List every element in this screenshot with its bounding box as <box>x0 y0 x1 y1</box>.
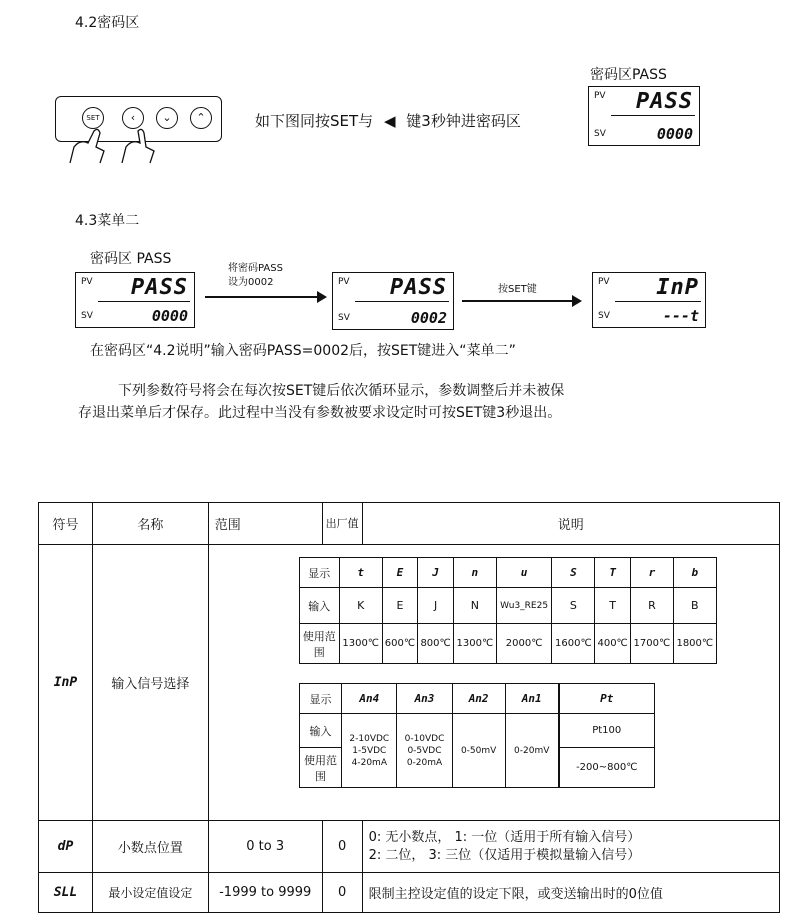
desc-sll: 限制主控设定值的设定下限，或变送输出时的0位值 <box>362 873 779 913</box>
an-row-label: 显示 <box>299 684 341 714</box>
tc-input: S <box>552 588 595 624</box>
default-sll: 0 <box>322 873 362 913</box>
header-desc: 说明 <box>362 503 779 545</box>
tc-range: 1600℃ <box>552 624 595 664</box>
tc-display: b <box>673 558 716 588</box>
tc-range: 1800℃ <box>673 624 716 664</box>
tc-range-row <box>299 624 716 664</box>
pv-label: PV <box>598 277 610 287</box>
lcd-step3 <box>592 272 706 328</box>
chevron-left-icon: ‹ <box>130 111 136 124</box>
sv-label: SV <box>338 313 350 323</box>
tc-range: 600℃ <box>382 624 418 664</box>
an-col2-value: 0-5VDC <box>407 745 442 756</box>
sv-label: SV <box>598 311 610 321</box>
up-key[interactable] <box>190 107 212 129</box>
tc-input-row <box>299 588 716 624</box>
name-inp: 输入信号选择 <box>92 545 208 821</box>
desc-dp-line2: 2: 二位， 3: 三位（仅适用于模拟量输入信号） <box>368 847 641 863</box>
flow-arrow-1 <box>205 296 325 298</box>
chevron-down-icon: ⌄ <box>162 111 172 124</box>
tc-display: t <box>339 558 382 588</box>
tc-range: 1300℃ <box>339 624 382 664</box>
sv-label: SV <box>81 311 93 321</box>
an-col4: 0-20mV <box>505 714 558 788</box>
header-symbol: 符号 <box>39 503 93 545</box>
flow-arrow-2 <box>462 300 580 302</box>
pt-table <box>559 683 655 788</box>
pt-range-row <box>559 748 654 788</box>
tc-range: 2000℃ <box>496 624 552 664</box>
lcd-divider <box>615 301 701 302</box>
header-name: 名称 <box>92 503 208 545</box>
pv-label: PV <box>594 91 606 101</box>
inp-detail-cell <box>208 545 779 821</box>
desc-dp <box>362 821 779 873</box>
tc-display: S <box>552 558 595 588</box>
sv-value: 0000 <box>151 307 188 325</box>
instruction-post: 键3秒钟进密码区 <box>406 112 521 130</box>
an-display: An1 <box>505 684 558 714</box>
step1-label <box>228 262 283 290</box>
tc-input: N <box>453 588 496 624</box>
tc-range: 1300℃ <box>453 624 496 664</box>
password-lcd-caption: 密码区PASS <box>590 67 667 83</box>
parameter-table <box>38 502 780 913</box>
step1-line1: 将密码PASS <box>228 263 283 274</box>
pt-range: -200~800℃ <box>559 748 654 788</box>
header-default: 出厂值 <box>322 503 362 545</box>
symbol-dp: dP <box>39 821 93 873</box>
tc-input: R <box>630 588 673 624</box>
tc-input: K <box>339 588 382 624</box>
lcd-password-display <box>588 86 700 146</box>
flow-caption: 密码区 PASS <box>90 251 172 267</box>
sv-value: 0000 <box>656 125 693 143</box>
an-display: An2 <box>452 684 505 714</box>
set-key-label: SET <box>86 114 100 122</box>
tc-display: n <box>453 558 496 588</box>
an-row-label: 使用范围 <box>299 748 341 788</box>
pv-label: PV <box>81 277 93 287</box>
an-col1 <box>342 714 397 788</box>
lcd-step2 <box>332 272 454 330</box>
desc-dp-line1: 0: 无小数点， 1: 一位（适用于所有输入信号） <box>368 829 641 845</box>
tc-input: Wu3_RE25 <box>496 588 552 624</box>
step1-line2: 设为0002 <box>228 277 274 288</box>
pt-display-row <box>559 684 654 714</box>
lcd-step1 <box>75 272 195 328</box>
an-col2-value: 0-10VDC <box>404 733 445 744</box>
table-row-dp <box>39 821 780 873</box>
lcd-divider <box>98 301 190 302</box>
pv-label: PV <box>338 277 350 287</box>
pv-value: PASS <box>636 89 693 114</box>
pt-display: Pt <box>559 684 654 714</box>
left-triangle-icon: ◀ <box>383 112 396 130</box>
sv-value: ---t <box>662 307 699 325</box>
tc-display: u <box>496 558 552 588</box>
an-col2-value: 0-20mA <box>406 757 443 768</box>
tc-display: r <box>630 558 673 588</box>
an-display-row <box>299 684 558 714</box>
tc-input: B <box>673 588 716 624</box>
instruction-text <box>255 110 521 131</box>
tc-range: 800℃ <box>418 624 454 664</box>
range-sll: -1999 to 9999 <box>208 873 322 913</box>
tc-input: E <box>382 588 418 624</box>
lcd-divider <box>611 115 695 116</box>
thermocouple-table <box>299 557 717 664</box>
chevron-up-icon: ⌃ <box>196 111 206 124</box>
pv-value: PASS <box>390 275 447 300</box>
pt-input-row <box>559 714 654 748</box>
tc-row-label: 使用范围 <box>299 624 339 664</box>
header-range: 范围 <box>208 503 322 545</box>
pt-input: Pt100 <box>559 714 654 748</box>
an-col2 <box>397 714 452 788</box>
tc-display-row <box>299 558 716 588</box>
sv-value: 0002 <box>410 309 447 327</box>
table-header-row <box>39 503 780 545</box>
pv-value: PASS <box>131 275 188 300</box>
an-row-label: 输入 <box>299 714 341 748</box>
name-sll: 最小设定值设定 <box>92 873 208 913</box>
table-row-inp <box>39 545 780 821</box>
instruction-pre: 如下图同按SET与 <box>255 112 374 130</box>
an-col1-value: 2-10VDC <box>349 733 390 744</box>
tc-display: E <box>382 558 418 588</box>
section-4-3-heading: 4.3菜单二 <box>75 213 140 229</box>
tc-range: 1700℃ <box>630 624 673 664</box>
paragraph-line1: 下列参数符号将会在每次按SET键后依次循环显示，参数调整后并未被保 <box>118 383 565 399</box>
tc-row-label: 输入 <box>299 588 339 624</box>
default-dp: 0 <box>322 821 362 873</box>
symbol-sll: SLL <box>39 873 93 913</box>
an-col1-value: 4-20mA <box>351 757 387 768</box>
an-col3: 0-50mV <box>452 714 505 788</box>
pv-value: InP <box>656 275 699 300</box>
lcd-divider <box>355 301 449 302</box>
sv-label: SV <box>594 129 606 139</box>
an-display: An3 <box>397 684 452 714</box>
pressing-hands-icon <box>60 125 170 165</box>
range-dp: 0 to 3 <box>208 821 322 873</box>
an-col1-value: 1-5VDC <box>352 745 387 756</box>
an-input-row <box>299 714 558 748</box>
name-dp: 小数点位置 <box>92 821 208 873</box>
analog-table <box>299 683 559 788</box>
section-4-2-heading: 4.2密码区 <box>75 15 140 31</box>
table-row-sll <box>39 873 780 913</box>
tc-row-label: 显示 <box>299 558 339 588</box>
paragraph-line2: 存退出菜单后才保存。此过程中当没有参数被要求设定时可按SET键3秒退出。 <box>78 405 562 421</box>
tc-input: J <box>418 588 454 624</box>
symbol-inp: InP <box>39 545 93 821</box>
tc-display: T <box>595 558 631 588</box>
tc-range: 400℃ <box>595 624 631 664</box>
tc-display: J <box>418 558 454 588</box>
step2-label: 按SET键 <box>498 284 537 295</box>
menu2-note: 在密码区“4.2说明”输入密码PASS=0002后，按SET键进入“菜单二” <box>90 343 516 359</box>
tc-input: T <box>595 588 631 624</box>
an-display: An4 <box>342 684 397 714</box>
